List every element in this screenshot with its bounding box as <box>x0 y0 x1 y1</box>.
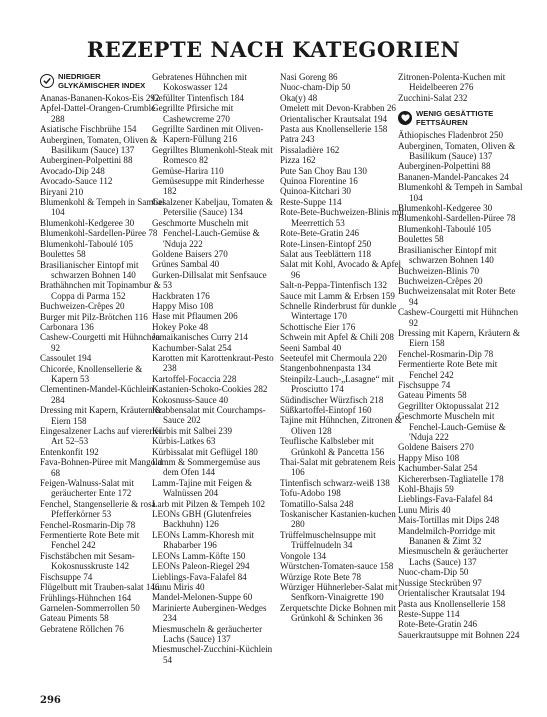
index-entry: Gesalzener Kabeljau, Tomaten & Petersilie (Sauce) 134 <box>152 196 273 218</box>
index-entry: Gemüse-Harira 110 <box>152 165 224 176</box>
recipe-list <box>40 93 166 634</box>
index-entry: Zucchini-Salat 232 <box>398 92 468 103</box>
index-entry: Orientalischer Krautsalat 194 <box>398 588 506 599</box>
index-entry: Chicorée, Knollensellerie & Kapern 53 <box>40 363 143 384</box>
section-heading-low-saturated-fat <box>398 109 524 127</box>
index-entry: LEONs Paleon-Riegel 294 <box>152 561 250 572</box>
index-entry: Fermentierte Rote Bete mit Fenchel 242 <box>40 530 140 551</box>
index-entry: Gurken-Dillsalat mit Senfsauce 53 <box>152 269 267 291</box>
index-entry: Avocado-Dip 248 <box>40 165 105 176</box>
index-entry: Pizza 162 <box>280 155 316 166</box>
index-column-3 <box>280 72 406 624</box>
index-entry: Goldene Baisers 270 <box>398 442 474 453</box>
index-entry: Apfel-Dattel-Orangen-Crumble 288 <box>40 103 156 124</box>
index-entry: Blumenkohl-Taboulé 105 <box>40 238 134 249</box>
index-entry: LEONs Lamm-Köfte 150 <box>152 550 246 561</box>
index-entry: Stangenbohnenpasta 134 <box>280 363 371 374</box>
index-entry: Frühlings-Hühnchen 164 <box>40 592 132 603</box>
index-entry: Gemüsesuppe mit Rinderhesse 182 <box>152 176 265 197</box>
index-entry: Süßkartoffel-Eintopf 160 <box>280 405 372 415</box>
index-entry: Schwein mit Apfel & Chili 208 <box>280 332 394 343</box>
index-entry: Auberginen-Polpettini 88 <box>398 161 491 172</box>
index-entry: Clementinen-Mandel-Küchlein 284 <box>40 384 154 405</box>
index-entry: Cassoulet 194 <box>40 353 92 364</box>
index-entry: Mandel-Melonen-Suppe 60 <box>152 592 253 603</box>
index-entry: Zerquetschte Dicke Bohnen mit Grünkohl & Schinken 36 <box>280 602 396 624</box>
index-entry: Pasta aus Knollensellerie 158 <box>398 598 506 609</box>
index-entry: Teuflische Kalbsleber mit Grünkohl & Pancetta 156 <box>280 436 385 457</box>
index-entry: Carbonara 136 <box>40 321 94 332</box>
index-entry: Happy Miso 108 <box>152 300 214 311</box>
index-entry: Fenchel, Stangensellerie & rosa Pfefferkörner 53 <box>40 498 156 520</box>
index-entry: Blumenkohl-Kedgeree 30 <box>40 217 135 228</box>
index-entry: Ananas-Bananen-Kokos-Eis 292 <box>40 93 160 103</box>
index-entry: Entenkonfit 192 <box>40 446 99 457</box>
index-entry: Larb mit Pilzen & Tempeh 102 <box>152 498 266 509</box>
index-entry: Tomatillo-Salsa 248 <box>280 498 354 509</box>
index-entry: Kastanien-Schoko-Cookies 282 <box>152 384 268 395</box>
index-entry: Vongole 134 <box>280 550 327 561</box>
index-entry: Lunu Miris 40 <box>152 581 205 592</box>
index-entry: Fermentierte Rote Bete mit Fenchel 242 <box>398 359 498 380</box>
index-entry: Jamaikanisches Curry 214 <box>152 332 248 343</box>
index-entry: Salat mit Kohl, Avocado & Apfel 96 <box>280 259 402 280</box>
index-entry: Fischsuppe 74 <box>40 571 93 582</box>
page-number: 296 <box>40 695 61 706</box>
index-entry: LEONs GBH (Glutenfreies Backhuhn) 126 <box>152 509 252 530</box>
index-entry: Lieblings-Fava-Falafel 84 <box>152 571 247 582</box>
index-entry: Goldene Baisers 270 <box>152 248 228 259</box>
section-heading-line: NIEDRIGER <box>58 72 101 81</box>
index-entry: Blumenkohl-Sardellen-Püree 78 <box>40 228 158 239</box>
index-entry: Dressing mit Kapern, Kräutern & Eiern 158 <box>398 327 520 349</box>
index-entry: Seeni Sambal 40 <box>280 342 342 353</box>
section-heading-low-glycemic <box>40 72 166 90</box>
index-entry: Reste-Suppe 114 <box>280 196 342 207</box>
index-entry: Geschmorte Muscheln mit Fenchel-Lauch-Gemüse & 'Nduja 222 <box>398 411 506 442</box>
index-entry: Lunu Miris 40 <box>398 504 451 515</box>
index-entry: Geschmorte Muscheln mit Fenchel-Lauch-Gemüse & 'Nduja 222 <box>152 217 260 249</box>
index-entry: Tintenfisch schwarz-weiß 138 <box>280 477 390 488</box>
index-entry: Feigen-Walnuss-Salat mit geräucherter Ente 172 <box>40 478 134 499</box>
index-entry: Kartoffel-Focaccia 228 <box>152 373 237 384</box>
index-entry: Zitronen-Polenta-Kuchen mit Heidelbeeren 276 <box>398 72 506 93</box>
index-entry: Fischstäbchen mit Sesam-Kokosnusskruste 142 <box>40 550 135 572</box>
index-entry: Cashew-Courgetti mit Hühnchen 92 <box>398 307 519 328</box>
index-entry: Steinpilz-Lauch-„Lasagne“ mit Prosciutto 174 <box>280 373 394 395</box>
index-entry: Rote-Linsen-Eintopf 250 <box>280 238 372 249</box>
index-entry: Karotten mit Karottenkraut-Pesto 238 <box>152 352 274 374</box>
index-entry: Gateau Piments 58 <box>40 613 109 624</box>
index-entry: Gebratene Röllchen 76 <box>40 623 124 634</box>
index-entry: Gegrillte Sardinen mit Oliven-Kapern-Füllung 216 <box>152 124 264 145</box>
index-entry: Gegrillte Pfirsiche mit Cashewcreme 270 <box>152 103 234 124</box>
index-entry: Patra 243 <box>280 134 315 145</box>
index-entry: Pute San Choy Bau 130 <box>280 165 367 176</box>
index-entry: Oka(y) 48 <box>280 92 318 103</box>
index-entry: Pissaladière 162 <box>280 144 340 155</box>
index-entry: Auberginen, Tomaten, Oliven & Basilikum (Sauce) 137 <box>398 140 516 162</box>
index-entry: Hackbraten 176 <box>152 290 210 301</box>
index-entry: Marinierte Auberginen-Wedges 234 <box>152 602 267 624</box>
index-entry: Fava-Bohnen-Püree mit Mangold 68 <box>40 457 163 478</box>
index-entry: Burger mit Pilz-Brötchen 116 <box>40 311 148 322</box>
index-entry: Kohl-Bhajis 59 <box>398 484 454 495</box>
index-entry: Fenchel-Rosmarin-Dip 78 <box>398 348 494 359</box>
index-entry: LEONs Lamm-Khoresh mit Rhabarber 196 <box>152 529 255 551</box>
index-entry: Garnelen-Sommerrollen 50 <box>40 602 140 613</box>
index-entry: Toskanischer Kastanien-kuchen 280 <box>280 509 396 530</box>
index-entry: Sauce mit Lamm & Erbsen 159 <box>280 290 395 301</box>
index-entry: Lamm & Sommergemüse aus dem Ofen 144 <box>152 457 261 478</box>
index-entry: Würstchen-Tomaten-sauce 158 <box>280 561 394 572</box>
index-entry: Gegrilltes Blumenkohl-Steak mit Romesco 82 <box>152 144 273 166</box>
index-entry: Miesmuscheln & geräucherter Lachs (Sauce) 137 <box>152 623 263 644</box>
index-entry: Kachumber-Salat 254 <box>152 342 232 353</box>
index-entry: Buchweizen-Blinis 70 <box>398 265 480 276</box>
index-entry: Rote-Bete-Gratin 246 <box>398 619 478 630</box>
index-entry: Äthiopisches Fladenbrot 250 <box>398 130 504 141</box>
heart-circle-icon <box>398 111 412 125</box>
index-entry: Auberginen, Tomaten, Oliven & Basilikum (Sauce) 137 <box>40 134 158 156</box>
index-entry: Blumenkohl & Tempeh in Sambal 104 <box>40 197 165 218</box>
section-heading-line: WENIG GESÄTTIGTE <box>416 109 494 119</box>
index-entry: Brathähnchen mit Topinambur & Coppa di Parma 152 <box>40 280 161 301</box>
index-entry: Bananen-Mandel-Pancakes 24 <box>398 171 509 182</box>
index-entry: Pasta aus Knollensellerie 158 <box>280 124 388 135</box>
index-entry: Sauerkrautsuppe mit Bohnen 224 <box>398 629 520 640</box>
index-entry: Eingesalzener Lachs auf viererlei Art 52–53 <box>40 426 162 447</box>
index-entry: Lieblings-Fava-Falafel 84 <box>398 494 493 505</box>
recipe-list <box>398 130 524 640</box>
section-heading-line: FETTSÄUREN <box>416 118 468 128</box>
index-entry: Happy Miso 108 <box>398 452 460 463</box>
section-heading-line: GLYKÄMISCHER INDEX <box>58 81 146 90</box>
index-entry: Dressing mit Kapern, Kräutern & Eiern 158 <box>40 405 162 426</box>
index-entry: Orientalischer Krautsalat 194 <box>280 113 388 124</box>
index-entry: Kachumber-Salat 254 <box>398 463 478 474</box>
index-entry: Salat aus Teeblättern 118 <box>280 248 372 259</box>
index-entry: Flügelbutt mit Trauben-salat 146 <box>40 582 160 593</box>
page-title: REZEPTE NACH KATEGORIEN <box>86 37 461 62</box>
index-entry: Südindischer Würzfisch 218 <box>280 394 384 405</box>
index-entry: Tofu-Adobo 198 <box>280 488 341 499</box>
index-entry: Buchweizen-Crêpes 20 <box>40 301 125 312</box>
index-entry: Cashew-Courgetti mit Hühnchen 92 <box>40 332 161 353</box>
index-column-1 <box>40 72 166 634</box>
index-entry: Nasi Goreng 86 <box>280 72 338 82</box>
index-entry: Lamm-Tajine mit Feigen & Walnüssen 204 <box>152 477 253 499</box>
index-entry: Miesmuschel-Zucchini-Küchlein 54 <box>152 644 273 665</box>
index-entry: Fischsuppe 74 <box>398 379 451 390</box>
index-entry: Asiatische Fischbrühe 154 <box>40 124 137 135</box>
index-entry: Schnelle Rinderbrust für dunkle Wintertage 170 <box>280 300 397 322</box>
index-entry: Mandelmilch-Porridge mit Bananen & Zimt 32 <box>398 525 496 547</box>
index-entry: Tajine mit Hühnchen, Zitronen & Oliven 128 <box>280 415 402 436</box>
index-entry: Boulettes 58 <box>40 249 86 260</box>
index-entry: Omelett mit Devon-Krabben 26 <box>280 103 396 114</box>
index-entry: Biryani 210 <box>40 186 84 197</box>
index-entry: Nussige Steckrüben 97 <box>398 577 482 588</box>
index-entry: Buchweizen-Crêpes 20 <box>398 275 483 286</box>
index-entry: Quinoa-Kitchari 30 <box>280 186 351 197</box>
index-entry: Miesmuscheln & geräucherter Lachs (Sauce) 137 <box>398 546 509 567</box>
index-entry: Auberginen-Polpettini 88 <box>40 155 133 166</box>
index-entry: Gegrillter Oktopussalat 212 <box>398 400 500 411</box>
recipe-list <box>152 72 278 665</box>
index-entry: Boulettes 58 <box>398 234 444 245</box>
index-entry: Thai-Salat mit gebratenem Reis 106 <box>280 457 396 478</box>
index-entry: Würziger Hühnerleber-Salat mit Senfkorn-Vinaigrette 190 <box>280 581 398 603</box>
index-entry: Rote-Bete-Buchweizen-Blinis mit Meerrettich 53 <box>280 207 405 228</box>
check-circle-icon <box>40 74 54 88</box>
index-entry: Avocado-Sauce 112 <box>40 176 113 187</box>
index-entry: Blumenkohl-Taboulé 105 <box>398 223 492 234</box>
index-entry: Nuoc-cham-Dip 50 <box>398 567 469 578</box>
index-entry: Gebratenes Hühnchen mit Kokoswasser 124 <box>152 72 247 93</box>
index-entry: Blumenkohl-Sardellen-Püree 78 <box>398 213 516 224</box>
index-entry: Reste-Suppe 114 <box>398 608 460 619</box>
index-entry: Kokosnuss-Sauce 40 <box>152 394 229 405</box>
index-entry: Schottische Eier 176 <box>280 321 356 332</box>
index-entry: Nuoc-cham-Dip 50 <box>280 82 351 93</box>
index-entry: Brasilianischer Eintopf mit schwarzen Bohnen 140 <box>40 259 139 280</box>
index-entry: Salt-n-Peppa-Tintenfisch 132 <box>280 280 388 291</box>
index-entry: Hokey Poke 48 <box>152 321 209 332</box>
recipe-list <box>280 72 406 624</box>
index-entry: Grünes Sambal 40 <box>152 259 220 270</box>
index-entry: Kürbissalat mit Geflügel 180 <box>152 446 258 457</box>
index-entry: Kürbis-Latkes 63 <box>152 436 216 447</box>
index-entry: Gefüllter Tintenfisch 184 <box>152 92 244 103</box>
index-entry: Mais-Tortillas mit Dips 248 <box>398 515 500 526</box>
index-entry: Brasilianischer Eintopf mit schwarzen Bohnen 140 <box>398 244 497 266</box>
index-entry: Seeteufel mit Chermoula 220 <box>280 352 387 363</box>
index-entry: Buchweizensalat mit Roter Bete 94 <box>398 286 516 307</box>
index-column-2 <box>152 72 278 665</box>
index-entry: Quinoa Florentine 16 <box>280 176 358 187</box>
index-entry: Krabbensalat mit Courchamps-Sauce 202 <box>152 405 266 426</box>
index-entry: Kürbis mit Salbei 239 <box>152 425 233 436</box>
index-entry: Hase mit Pflaumen 206 <box>152 311 238 322</box>
index-entry: Rote-Bete-Gratin 246 <box>280 228 360 239</box>
index-entry: Würzige Rote Bete 78 <box>280 571 362 582</box>
index-column-4 <box>398 72 524 640</box>
index-entry: Blumenkohl-Kedgeree 30 <box>398 203 493 214</box>
index-entry: Trüffelmuschelnsuppe mit Trüffelnudeln 34 <box>280 529 376 551</box>
index-entry: Gateau Piments 58 <box>398 390 467 401</box>
index-entry: Kichererbsen-Tagliatelle 178 <box>398 473 504 484</box>
index-entry: Blumenkohl & Tempeh in Sambal 104 <box>398 182 523 203</box>
index-entry: Fenchel-Rosmarin-Dip 78 <box>40 519 136 530</box>
recipe-list <box>398 72 524 103</box>
